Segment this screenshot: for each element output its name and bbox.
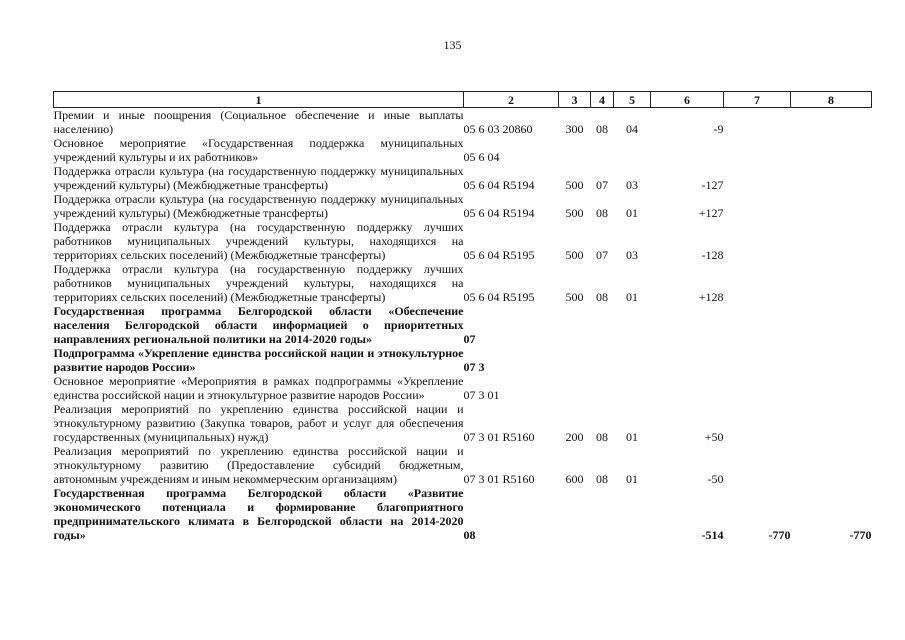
row-value-8 (791, 444, 872, 486)
row-rz: 07 (596, 178, 608, 192)
row-vr (559, 304, 591, 346)
row-name: Поддержка отрасли культура (на государственную поддержку муниципальных учреждений культуры) (Межбюджетные трансферты) (53, 192, 464, 220)
row-code: 07 (463, 332, 476, 346)
row-vr: 500 (565, 248, 584, 262)
row-value-8 (791, 262, 872, 304)
table-row (54, 108, 872, 137)
row-value-8: -770 (849, 528, 872, 542)
row-pr: 01 (626, 206, 638, 220)
row-pr: 03 (626, 178, 638, 192)
row-code: 07 3 01 R5160 (463, 472, 535, 486)
row-pr (614, 486, 651, 542)
row-name: Основное мероприятие «Государственная поддержка муниципальных учреждений культуры и их работников» (53, 136, 464, 164)
table-body (54, 108, 872, 543)
row-vr (559, 136, 591, 164)
row-value-8 (791, 374, 872, 402)
header-col-4: 4 (591, 92, 614, 108)
row-value-8 (791, 136, 872, 164)
row-pr: 01 (626, 430, 638, 444)
table-row (54, 346, 872, 374)
row-value-6 (651, 346, 724, 374)
row-value-7 (724, 136, 791, 164)
row-name: Реализация мероприятий по укреплению единства российской нации и этнокультурному развитию (Закупка товаров, работ и услуг для обеспечения государственных (муниципальных) нужд) (53, 402, 464, 444)
row-value-6: +128 (698, 290, 724, 304)
row-vr: 500 (565, 290, 584, 304)
row-value-7 (724, 192, 791, 220)
row-value-7 (724, 402, 791, 444)
row-code: 05 6 04 R5195 (463, 290, 535, 304)
row-vr: 200 (565, 430, 584, 444)
row-rz (591, 486, 614, 542)
row-code: 07 3 (463, 360, 485, 374)
row-pr (614, 304, 651, 346)
row-value-6: -127 (701, 178, 724, 192)
row-vr: 300 (565, 122, 584, 136)
row-vr: 600 (565, 472, 584, 486)
row-code: 05 6 03 20860 (463, 122, 533, 136)
row-value-7 (724, 108, 791, 137)
row-code: 07 3 01 (463, 388, 500, 402)
row-value-7: -770 (768, 528, 791, 542)
row-pr: 01 (626, 472, 638, 486)
row-vr: 500 (565, 206, 584, 220)
table-row (54, 444, 872, 486)
row-name: Подпрограмма «Укрепление единства российской нации и этнокультурное развитие народов России» (53, 346, 464, 374)
row-code: 05 6 04 R5194 (463, 178, 535, 192)
row-code: 05 6 04 (463, 150, 500, 164)
row-code: 05 6 04 R5194 (463, 206, 535, 220)
header-col-6: 6 (651, 92, 724, 108)
table-row (54, 164, 872, 192)
row-value-6: -514 (701, 528, 724, 542)
row-code: 08 (463, 528, 476, 542)
header-col-7: 7 (724, 92, 791, 108)
row-value-6: -128 (701, 248, 724, 262)
row-rz: 08 (596, 430, 608, 444)
header-row (54, 92, 872, 108)
header-col-1: 1 (54, 92, 464, 108)
row-value-8 (791, 192, 872, 220)
row-code: 05 6 04 R5195 (463, 248, 535, 262)
row-name: Поддержка отрасли культура (на государственную поддержку муниципальных учреждений культуры) (Межбюджетные трансферты) (53, 164, 464, 192)
table-row (54, 220, 872, 262)
page-number: 135 (443, 38, 462, 52)
budget-table (53, 91, 872, 542)
table-row (54, 192, 872, 220)
row-name: Государственная программа Белгородской области «Обеспечение населения Белгородской области информацией о приоритетных направлениях региональной политики на 2014-2020 годы» (53, 304, 464, 346)
row-rz: 08 (596, 122, 608, 136)
row-name: Поддержка отрасли культура (на государственную поддержку лучших работников муниципальных учреждений культуры, находящихся на территориях сельских поселений) (Межбюджетные трансферты) (53, 220, 464, 262)
row-value-6: +50 (704, 430, 724, 444)
row-rz (591, 346, 614, 374)
row-value-7 (724, 304, 791, 346)
row-value-7 (724, 374, 791, 402)
row-code: 07 3 01 R5160 (463, 430, 535, 444)
row-rz (591, 304, 614, 346)
row-value-6: -50 (707, 472, 724, 486)
header-col-8: 8 (791, 92, 872, 108)
row-rz: 08 (596, 290, 608, 304)
row-pr: 01 (626, 290, 638, 304)
row-value-7 (724, 262, 791, 304)
row-pr (614, 374, 651, 402)
row-value-8 (791, 304, 872, 346)
row-value-6 (651, 374, 724, 402)
row-value-7 (724, 346, 791, 374)
table-row (54, 374, 872, 402)
table-row (54, 304, 872, 346)
row-name: Основное мероприятие «Мероприятия в рамках подпрограммы «Укрепление единства российской нации и этнокультурное развитие народов России» (53, 374, 464, 402)
row-pr: 04 (626, 122, 638, 136)
table-row (54, 262, 872, 304)
row-value-7 (724, 220, 791, 262)
row-value-8 (791, 164, 872, 192)
row-rz: 08 (596, 472, 608, 486)
row-name: Реализация мероприятий по укреплению единства российской нации и этнокультурному развитию (Предоставление субсидий бюджетным, автономным учреждениям и иным некоммерческим организациям) (53, 444, 464, 486)
row-name: Поддержка отрасли культура (на государственную поддержку лучших работников муниципальных учреждений культуры, находящихся на территориях сельских поселений) (Межбюджетные трансферты) (53, 262, 464, 304)
row-value-8 (791, 220, 872, 262)
row-vr (559, 486, 591, 542)
row-value-6: -9 (713, 122, 724, 136)
table-row (54, 486, 872, 542)
row-value-8 (791, 346, 872, 374)
row-value-6: +127 (698, 206, 724, 220)
row-rz: 08 (596, 206, 608, 220)
row-value-6 (651, 304, 724, 346)
row-vr (559, 374, 591, 402)
header-col-5: 5 (614, 92, 651, 108)
row-rz (591, 374, 614, 402)
header-col-3: 3 (559, 92, 591, 108)
table-row (54, 136, 872, 164)
row-rz (591, 136, 614, 164)
row-vr (559, 346, 591, 374)
row-rz: 07 (596, 248, 608, 262)
row-vr: 500 (565, 178, 584, 192)
row-name: Государственная программа Белгородской области «Развитие экономического потенциала и формирование благоприятного предпринимательского климата в Белгородской области на 2014-2020 годы» (53, 486, 464, 542)
row-value-6 (651, 136, 724, 164)
row-value-7 (724, 164, 791, 192)
table-row (54, 402, 872, 444)
row-value-7 (724, 444, 791, 486)
row-pr (614, 346, 651, 374)
row-value-8 (791, 108, 872, 137)
row-pr: 03 (626, 248, 638, 262)
row-value-8 (791, 402, 872, 444)
row-pr (614, 136, 651, 164)
row-name: Премии и иные поощрения (Социальное обеспечение и иные выплаты населению) (53, 108, 464, 136)
header-col-2: 2 (464, 92, 559, 108)
